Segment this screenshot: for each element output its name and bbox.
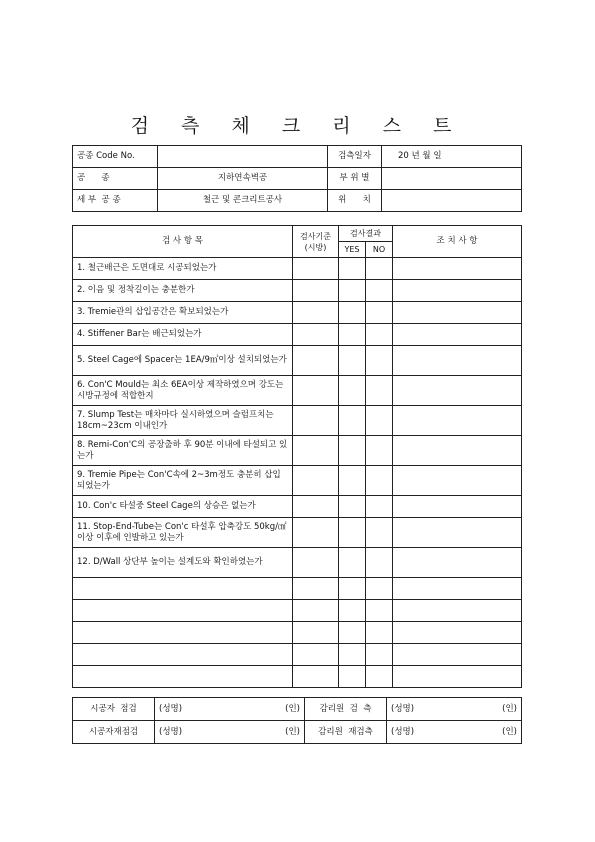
standard-cell[interactable] <box>293 302 339 324</box>
info-table <box>72 145 522 212</box>
supervisor-recheck-sign[interactable] <box>387 721 522 744</box>
yes-cell[interactable] <box>339 622 366 644</box>
action-cell[interactable] <box>393 258 522 280</box>
yes-cell[interactable] <box>339 600 366 622</box>
work-value[interactable]: 지하연속벽공 <box>158 168 328 190</box>
no-cell[interactable] <box>366 622 393 644</box>
table-row <box>73 496 522 518</box>
yes-cell[interactable] <box>339 666 366 688</box>
no-cell[interactable] <box>366 406 393 436</box>
action-cell[interactable] <box>393 280 522 302</box>
yes-cell[interactable] <box>339 258 366 280</box>
name-placeholder: (성명) <box>159 703 183 714</box>
contractor-check-label: 시공자 점검 <box>73 698 155 721</box>
item-text: 5. Steel Cage에 Spacer는 1EA/9㎡이상 설치되었는가 <box>73 346 293 376</box>
no-cell[interactable] <box>366 600 393 622</box>
header-item: 검 사 항 목 <box>73 226 293 258</box>
header-standard: 검사기준 (시방) <box>293 226 339 258</box>
part-value[interactable] <box>382 168 522 190</box>
action-cell[interactable] <box>393 600 522 622</box>
no-cell[interactable] <box>366 324 393 346</box>
standard-cell[interactable] <box>293 406 339 436</box>
standard-cell[interactable] <box>293 466 339 496</box>
action-cell[interactable] <box>393 518 522 548</box>
no-cell[interactable] <box>366 346 393 376</box>
seal-mark: (인) <box>502 703 517 714</box>
standard-cell[interactable] <box>293 436 339 466</box>
action-cell[interactable] <box>393 436 522 466</box>
yes-cell[interactable] <box>339 518 366 548</box>
location-value[interactable] <box>382 190 522 212</box>
action-cell[interactable] <box>393 622 522 644</box>
contractor-recheck-label: 시공자재점검 <box>73 721 155 744</box>
action-cell[interactable] <box>393 466 522 496</box>
table-row <box>73 578 522 600</box>
detail-label: 세 부 공 종 <box>73 190 158 212</box>
no-cell[interactable] <box>366 666 393 688</box>
header-result: 검사결과 <box>339 226 393 242</box>
part-label: 부 위 별 <box>328 168 382 190</box>
work-label: 공 종 <box>73 168 158 190</box>
name-placeholder: (성명) <box>159 726 183 737</box>
table-row <box>73 376 522 406</box>
header-action: 조 치 사 항 <box>393 226 522 258</box>
item-text <box>73 600 293 622</box>
standard-cell[interactable] <box>293 346 339 376</box>
table-row <box>73 406 522 436</box>
name-placeholder: (성명) <box>391 726 415 737</box>
item-text <box>73 644 293 666</box>
standard-cell[interactable] <box>293 548 339 578</box>
yes-cell[interactable] <box>339 578 366 600</box>
item-text: 2. 이음 및 정착길이는 충분한가 <box>73 280 293 302</box>
yes-cell[interactable] <box>339 302 366 324</box>
yes-cell[interactable] <box>339 644 366 666</box>
item-text <box>73 622 293 644</box>
action-cell[interactable] <box>393 644 522 666</box>
detail-value[interactable]: 철근 및 콘크리트공사 <box>158 190 328 212</box>
no-cell[interactable] <box>366 578 393 600</box>
yes-cell[interactable] <box>339 496 366 518</box>
no-cell[interactable] <box>366 466 393 496</box>
contractor-check-sign[interactable] <box>155 698 305 721</box>
standard-cell[interactable] <box>293 258 339 280</box>
table-row <box>73 548 522 578</box>
table-row <box>73 324 522 346</box>
standard-cell[interactable] <box>293 518 339 548</box>
action-cell[interactable] <box>393 376 522 406</box>
supervisor-recheck-label: 감리원 재검측 <box>305 721 387 744</box>
action-cell[interactable] <box>393 302 522 324</box>
yes-cell[interactable] <box>339 280 366 302</box>
action-cell[interactable] <box>393 346 522 376</box>
table-row <box>73 518 522 548</box>
standard-cell[interactable] <box>293 578 339 600</box>
item-text: 3. Tremie관의 삽입공간은 확보되었는가 <box>73 302 293 324</box>
header-no: NO <box>366 242 393 258</box>
table-row <box>73 302 522 324</box>
no-cell[interactable] <box>366 496 393 518</box>
table-row <box>73 466 522 496</box>
standard-cell[interactable] <box>293 600 339 622</box>
item-text: 8. Remi-Con'C의 공장출하 후 90분 이내에 타설되고 있는가 <box>73 436 293 466</box>
signature-table <box>72 697 522 744</box>
table-row <box>73 666 522 688</box>
yes-cell[interactable] <box>339 324 366 346</box>
action-cell[interactable] <box>393 578 522 600</box>
seal-mark: (인) <box>285 703 300 714</box>
no-cell[interactable] <box>366 280 393 302</box>
code-value[interactable] <box>158 146 328 168</box>
table-row <box>73 644 522 666</box>
table-row <box>73 436 522 466</box>
table-row <box>73 346 522 376</box>
action-cell[interactable] <box>393 324 522 346</box>
seal-mark: (인) <box>285 726 300 737</box>
no-cell[interactable] <box>366 376 393 406</box>
no-cell[interactable] <box>366 258 393 280</box>
standard-cell[interactable] <box>293 376 339 406</box>
item-text: 7. Slump Test는 매차마다 실시하였으며 슬럼프치는 18cm~23cm 이내인가 <box>73 406 293 436</box>
yes-cell[interactable] <box>339 346 366 376</box>
yes-cell[interactable] <box>339 376 366 406</box>
location-label: 위 치 <box>328 190 382 212</box>
table-row <box>73 280 522 302</box>
item-text: 9. Tremie Pipe는 Con'C속에 2~3m정도 충분히 삽입되었는가 <box>73 466 293 496</box>
item-text <box>73 578 293 600</box>
yes-cell[interactable] <box>339 466 366 496</box>
supervisor-check-sign[interactable] <box>387 698 522 721</box>
item-text: 6. Con'C Mould는 최소 6EA이상 제작하였으며 강도는 시방규정에 적합한지 <box>73 376 293 406</box>
date-label: 검측일자 <box>328 146 382 168</box>
action-cell[interactable] <box>393 666 522 688</box>
item-text <box>73 666 293 688</box>
standard-cell[interactable] <box>293 666 339 688</box>
no-cell[interactable] <box>366 644 393 666</box>
supervisor-check-label: 감리원 검 측 <box>305 698 387 721</box>
name-placeholder: (성명) <box>391 703 415 714</box>
item-text: 1. 철근배근은 도면대로 시공되었는가 <box>73 258 293 280</box>
contractor-recheck-sign[interactable] <box>155 721 305 744</box>
standard-cell[interactable] <box>293 324 339 346</box>
no-cell[interactable] <box>366 548 393 578</box>
yes-cell[interactable] <box>339 548 366 578</box>
standard-cell[interactable] <box>293 622 339 644</box>
yes-cell[interactable] <box>339 436 366 466</box>
item-text: 10. Con'c 타설중 Steel Cage의 상승은 없는가 <box>73 496 293 518</box>
seal-mark: (인) <box>502 726 517 737</box>
item-text: 12. D/Wall 상단부 높이는 설계도와 확인하였는가 <box>73 548 293 578</box>
item-text: 11. Stop-End-Tube는 Con'c 타설후 압축강도 50kg/㎠이상 이후에 인발하고 있는가 <box>73 518 293 548</box>
page-title: 검 측 체 크 리 스 트 <box>130 115 465 137</box>
no-cell[interactable] <box>366 302 393 324</box>
yes-cell[interactable] <box>339 406 366 436</box>
table-row <box>73 600 522 622</box>
header-yes: YES <box>339 242 366 258</box>
item-text: 4. Stiffener Bar는 배근되었는가 <box>73 324 293 346</box>
no-cell[interactable] <box>366 518 393 548</box>
action-cell[interactable] <box>393 406 522 436</box>
standard-cell[interactable] <box>293 644 339 666</box>
table-row <box>73 258 522 280</box>
standard-cell[interactable] <box>293 496 339 518</box>
checklist-table <box>72 225 522 688</box>
date-value[interactable]: 20 년 월 일 <box>382 146 522 168</box>
action-cell[interactable] <box>393 548 522 578</box>
no-cell[interactable] <box>366 436 393 466</box>
action-cell[interactable] <box>393 496 522 518</box>
code-label: 공종 Code No. <box>73 146 158 168</box>
standard-cell[interactable] <box>293 280 339 302</box>
table-row <box>73 622 522 644</box>
